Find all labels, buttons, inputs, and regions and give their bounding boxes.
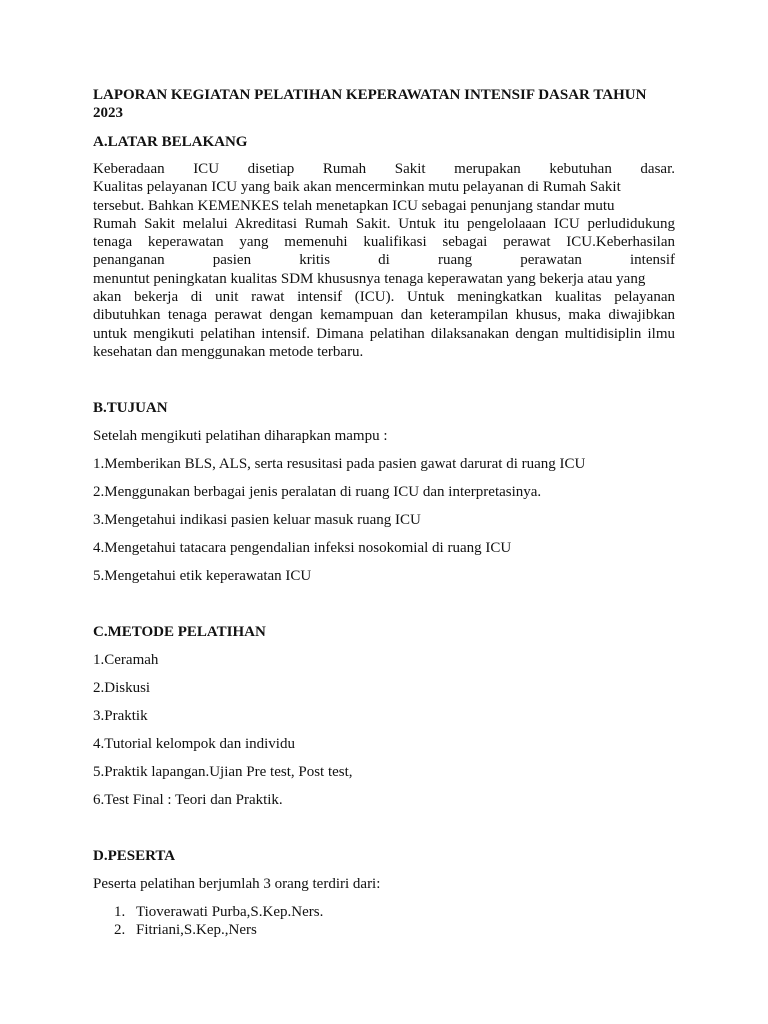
paragraph-line: untuk mengikuti pelatihan intensif. Dimana pelatihan dilaksanakan dengan multidisiplin ilmu: [93, 325, 675, 342]
paragraph-line: penanganan pasien kritis di ruang perawatan intensif: [93, 252, 675, 269]
section-b-heading: B.TUJUAN: [93, 400, 168, 417]
participant-name: Tioverawati Purba,S.Kep.Ners.: [136, 904, 324, 921]
section-d-intro: Peserta pelatihan berjumlah 3 orang terdiri dari:: [93, 876, 381, 893]
participant-item: [93, 921, 675, 939]
participant-item: [93, 903, 675, 921]
section-c-heading: C.METODE PELATIHAN: [93, 624, 266, 641]
section-d-heading: D.PESERTA: [93, 848, 176, 865]
section-a-paragraph: [93, 160, 675, 361]
document-page: [93, 86, 675, 939]
method-item: 3.Praktik: [93, 708, 148, 725]
paragraph-line: dibutuhkan tenaga perawat dengan kemampuan dan keterampilan khusus, maka diwajibkan: [93, 307, 675, 324]
method-item: 6.Test Final : Teori dan Praktik.: [93, 792, 283, 809]
goal-item: 3.Mengetahui indikasi pasien keluar masuk ruang ICU: [93, 512, 421, 529]
method-item: 2.Diskusi: [93, 680, 151, 697]
participant-number: 1.: [114, 904, 126, 921]
participant-list: [93, 903, 675, 939]
paragraph-line: Rumah Sakit melalui Akreditasi Rumah Sakit. Untuk itu pengelolaaan ICU perludidukung: [93, 215, 675, 232]
method-item: 4.Tutorial kelompok dan individu: [93, 736, 295, 753]
paragraph-line: tersebut. Bahkan KEMENKES telah menetapkan ICU sebagai penunjang standar mutu: [93, 197, 615, 214]
title-line-1: LAPORAN KEGIATAN PELATIHAN KEPERAWATAN INTENSIF DASAR TAHUN: [93, 87, 647, 103]
paragraph-line: menuntut peningkatan kualitas SDM khususnya tenaga keperawatan yang bekerja atau yang: [93, 270, 646, 287]
goal-item: 2.Menggunakan berbagai jenis peralatan di ruang ICU dan interpretasinya.: [93, 484, 542, 501]
participant-number: 2.: [114, 922, 126, 939]
method-item: 5.Praktik lapangan.Ujian Pre test, Post test,: [93, 764, 353, 781]
title-line-2: 2023: [93, 105, 123, 121]
paragraph-line: Keberadaan ICU disetiap Rumah Sakit merupakan kebutuhan dasar.: [93, 161, 675, 177]
participant-name: Fitriani,S.Kep.,Ners: [136, 922, 257, 939]
paragraph-line: kesehatan dan menggunakan metode terbaru.: [93, 343, 364, 360]
goal-item: 4.Mengetahui tatacara pengendalian infeksi nosokomial di ruang ICU: [93, 540, 512, 557]
paragraph-line: tenaga keperawatan yang memenuhi kualifikasi sebagai perawat ICU.Keberhasilan: [93, 234, 675, 251]
goal-item: 1.Memberikan BLS, ALS, serta resusitasi pada pasien gawat darurat di ruang ICU: [93, 456, 586, 473]
paragraph-line: Kualitas pelayanan ICU yang baik akan mencerminkan mutu pelayanan di Rumah Sakit: [93, 179, 621, 196]
section-b-intro: Setelah mengikuti pelatihan diharapkan mampu :: [93, 428, 388, 445]
method-item: 1.Ceramah: [93, 652, 159, 669]
paragraph-line: akan bekerja di unit rawat intensif (ICU). Untuk meningkatkan kualitas pelayanan: [93, 289, 675, 306]
goal-item: 5.Mengetahui etik keperawatan ICU: [93, 568, 312, 585]
document-title: [93, 86, 675, 122]
section-a-heading: A.LATAR BELAKANG: [93, 134, 248, 150]
